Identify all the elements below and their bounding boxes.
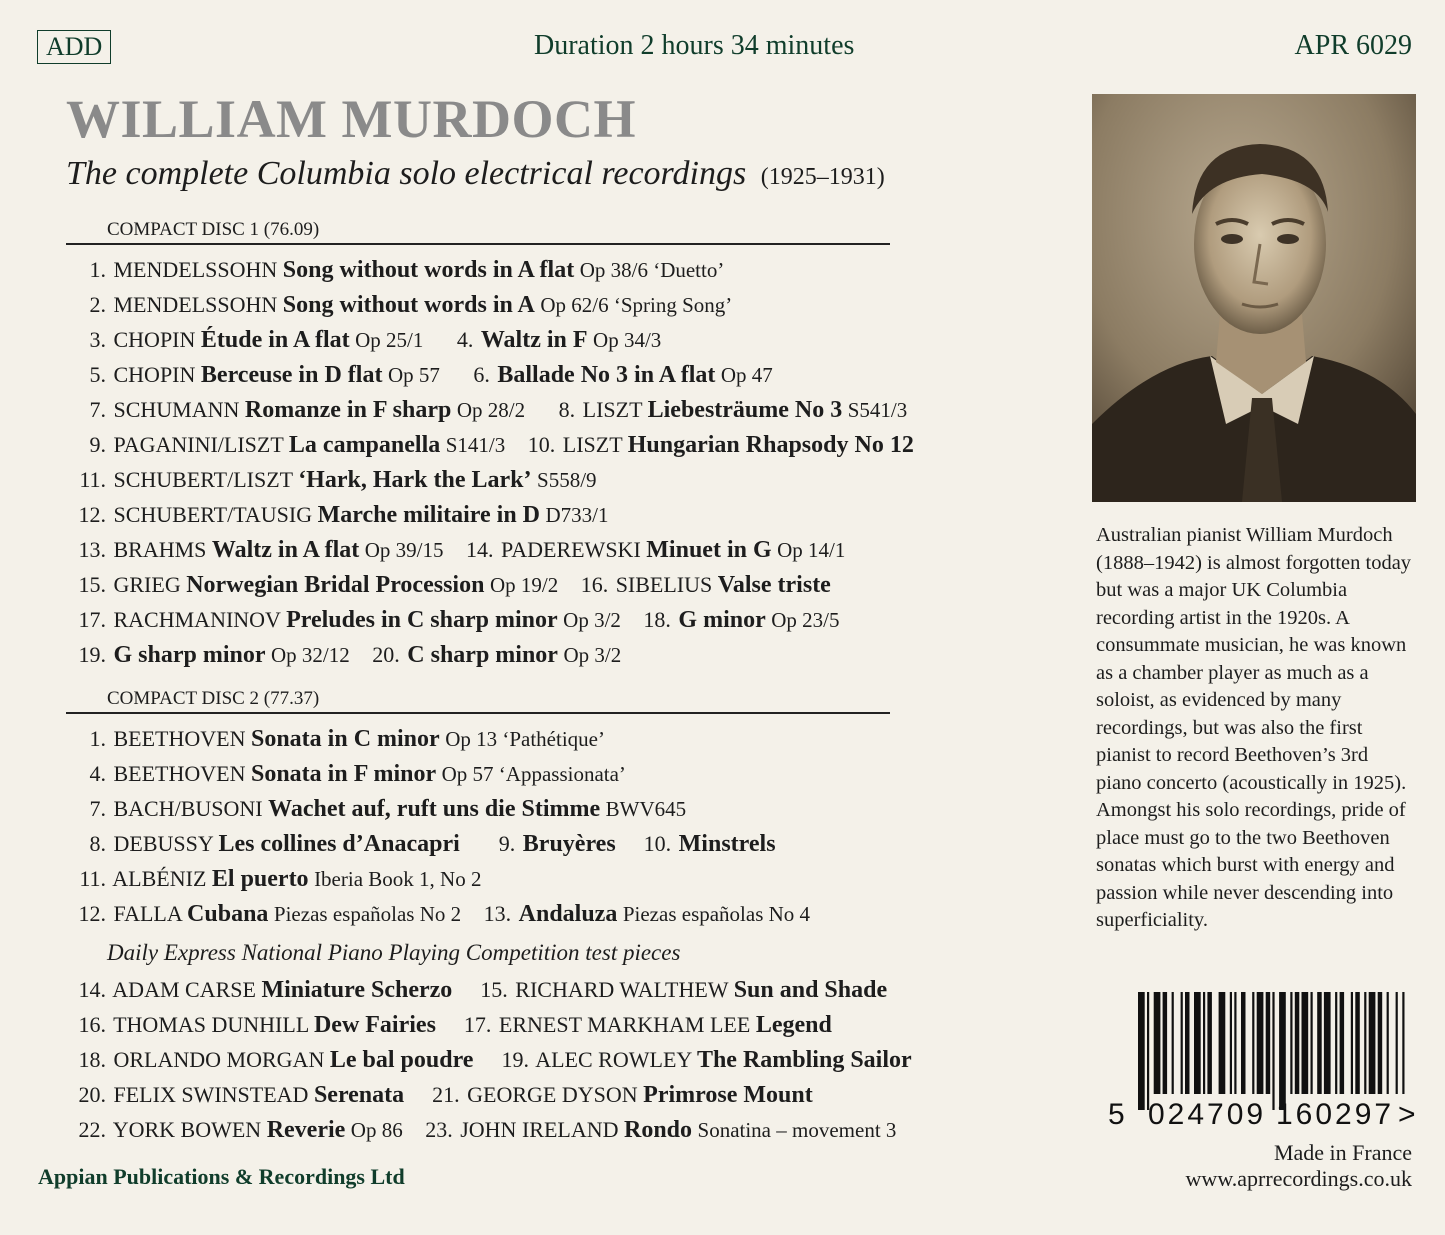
track-title: ‘Hark, Hark the Lark’ bbox=[298, 467, 532, 493]
track-composer: DEBUSSY bbox=[113, 831, 213, 856]
barcode-bar bbox=[1252, 992, 1254, 1094]
track-number: 21. bbox=[432, 1082, 460, 1107]
track-title: G minor bbox=[678, 607, 766, 633]
track-title: Hungarian Rhapsody No 12 bbox=[627, 432, 914, 458]
track-row bbox=[70, 637, 914, 672]
barcode-bar bbox=[1194, 992, 1201, 1094]
track-title: Ballade No 3 in A flat bbox=[497, 362, 716, 388]
track-composer: PADEREWSKI bbox=[501, 537, 641, 562]
track-number: 1. bbox=[89, 257, 106, 282]
track-number: 12. bbox=[78, 502, 106, 527]
track-detail: Piezas españolas No 4 bbox=[622, 902, 811, 926]
track-number: 20. bbox=[372, 642, 400, 667]
barcode-bar bbox=[1147, 992, 1149, 1110]
competition-tracklist bbox=[70, 972, 912, 1147]
track-row bbox=[70, 392, 914, 427]
track-row bbox=[70, 896, 810, 931]
track-number: 7. bbox=[89, 796, 106, 821]
track-composer: SIBELIUS bbox=[615, 572, 713, 597]
track-title: Romanze in F sharp bbox=[244, 397, 452, 423]
artist-name: WILLIAM MURDOCH bbox=[66, 89, 636, 149]
barcode-bar bbox=[1302, 992, 1309, 1094]
track-number: 1. bbox=[89, 726, 106, 751]
track-number: 18. bbox=[78, 1047, 106, 1072]
track-row bbox=[70, 567, 914, 602]
barcode-bar bbox=[1387, 992, 1389, 1094]
track-detail: Iberia Book 1, No 2 bbox=[314, 867, 482, 891]
disc1-tracklist bbox=[70, 252, 914, 672]
track-row bbox=[70, 972, 912, 1007]
website-link[interactable]: www.aprrecordings.co.uk bbox=[1185, 1166, 1412, 1191]
track-title: Les collines d’Anacapri bbox=[218, 831, 460, 857]
track-title: Rondo bbox=[623, 1117, 693, 1143]
barcode-bar bbox=[1324, 992, 1331, 1094]
track-number: 9. bbox=[89, 432, 106, 457]
track-title: Waltz in F bbox=[480, 327, 588, 353]
track-title: Reverie bbox=[266, 1117, 346, 1143]
track-number: 6. bbox=[473, 362, 490, 387]
barcode-bar bbox=[1290, 992, 1292, 1094]
track-row bbox=[70, 791, 810, 826]
artist-portrait bbox=[1092, 94, 1416, 502]
track-composer: BRAHMS bbox=[113, 537, 207, 562]
barcode-bar bbox=[1369, 992, 1376, 1094]
track-detail: Sonatina – movement 3 bbox=[697, 1118, 897, 1142]
track-composer: ERNEST MARKHAM LEE bbox=[498, 1012, 751, 1037]
track-title: Norwegian Bridal Procession bbox=[186, 572, 485, 598]
track-row bbox=[70, 287, 914, 322]
track-row bbox=[70, 602, 914, 637]
track-row bbox=[70, 497, 914, 532]
track-detail: Op 25/1 bbox=[355, 328, 424, 352]
track-detail: Op 13 ‘Pathétique’ bbox=[445, 727, 605, 751]
track-detail: Op 38/6 ‘Duetto’ bbox=[579, 258, 725, 282]
track-title: Sun and Shade bbox=[733, 977, 888, 1003]
track-row bbox=[70, 1007, 912, 1042]
bio-text: Australian pianist William Murdoch (1888–1942) is almost forgotten today but was a major UK Columbia recording artist in the 1920s. A consummate musician, he was known as a chamber player as much as a soloist, as evidenced by many recordings, but was also the first pianist to record Beethoven’s 3rd piano concerto (acoustically in 1925). Amongst his solo recordings, pride of place must go to the two Beethoven sonatas which burst with energy and passion while never descending into superficiality. bbox=[1096, 524, 1412, 931]
track-composer: LISZT bbox=[582, 397, 643, 422]
track-title: G sharp minor bbox=[113, 642, 266, 668]
track-row bbox=[70, 721, 810, 756]
barcode-bar bbox=[1241, 992, 1246, 1094]
track-composer: GRIEG bbox=[113, 572, 181, 597]
track-row bbox=[70, 826, 810, 861]
track-number: 19. bbox=[501, 1047, 529, 1072]
track-detail: D733/1 bbox=[545, 503, 609, 527]
track-detail: Op 62/6 ‘Spring Song’ bbox=[540, 293, 733, 317]
track-title: Dew Fairies bbox=[313, 1012, 436, 1038]
track-number: 4. bbox=[89, 761, 106, 786]
track-composer: FALLA bbox=[113, 901, 182, 926]
track-number: 19. bbox=[78, 642, 106, 667]
track-number: 13. bbox=[483, 901, 512, 926]
track-title: Song without words in A bbox=[282, 292, 535, 318]
barcode-bar bbox=[1378, 992, 1383, 1094]
track-number: 22. bbox=[78, 1117, 106, 1142]
track-detail: Op 86 bbox=[350, 1118, 403, 1142]
track-detail: S558/9 bbox=[537, 468, 597, 492]
barcode-bar bbox=[1311, 992, 1313, 1094]
made-in-label: Made in France bbox=[1273, 1140, 1412, 1165]
track-row bbox=[70, 532, 914, 567]
track-composer: BEETHOVEN bbox=[113, 726, 246, 751]
barcode-group2: 160297 bbox=[1276, 1098, 1395, 1131]
barcode-bar bbox=[1138, 992, 1145, 1110]
barcode-bar bbox=[1402, 992, 1404, 1094]
track-title: Bruyères bbox=[522, 831, 616, 857]
track-title: The Rambling Sailor bbox=[696, 1047, 912, 1073]
barcode-bar bbox=[1355, 992, 1360, 1094]
track-number: 14. bbox=[466, 537, 494, 562]
track-row bbox=[70, 462, 914, 497]
disc1-heading: COMPACT DISC 1 (76.09) bbox=[107, 219, 320, 240]
barcode-bar bbox=[1317, 992, 1322, 1094]
track-detail: S541/3 bbox=[847, 398, 908, 422]
disc2-heading: COMPACT DISC 2 (77.37) bbox=[107, 688, 320, 709]
track-number: 16. bbox=[78, 1012, 106, 1037]
track-detail: Op 19/2 bbox=[489, 573, 559, 597]
track-row bbox=[70, 1112, 912, 1147]
track-title: Primrose Mount bbox=[643, 1082, 813, 1108]
barcode-bar bbox=[1207, 992, 1212, 1094]
track-detail: Op 14/1 bbox=[777, 538, 846, 562]
track-number: 15. bbox=[480, 977, 508, 1002]
duration-label: Duration 2 hours 34 minutes bbox=[534, 30, 855, 61]
track-number: 23. bbox=[425, 1117, 453, 1142]
catalog-number: APR 6029 bbox=[1294, 30, 1412, 61]
track-composer: SCHUBERT/LISZT bbox=[113, 467, 293, 492]
add-badge: ADD bbox=[37, 30, 111, 64]
barcode-bar bbox=[1266, 992, 1271, 1094]
subtitle-text: The complete Columbia solo electrical recordings bbox=[66, 155, 747, 192]
track-detail: Op 32/12 bbox=[271, 643, 350, 667]
barcode-bar bbox=[1364, 992, 1366, 1094]
track-detail: Op 34/3 bbox=[593, 328, 662, 352]
barcode-bar bbox=[1234, 992, 1236, 1094]
track-title: Le bal poudre bbox=[329, 1047, 474, 1073]
track-composer: SCHUMANN bbox=[113, 397, 240, 422]
track-detail: Op 57 ‘Appassionata’ bbox=[441, 762, 626, 786]
track-row bbox=[70, 322, 914, 357]
track-number: 5. bbox=[89, 362, 106, 387]
track-composer: CHOPIN bbox=[113, 327, 196, 352]
barcode-bar bbox=[1219, 992, 1226, 1094]
track-title: Sonata in F minor bbox=[250, 761, 437, 787]
track-title: Waltz in A flat bbox=[211, 537, 360, 563]
track-title: Serenata bbox=[313, 1082, 405, 1108]
track-detail: Op 3/2 bbox=[563, 608, 621, 632]
barcode-bar bbox=[1154, 992, 1161, 1094]
track-row bbox=[70, 1042, 912, 1077]
barcode-bar bbox=[1340, 992, 1345, 1094]
subtitle-years: (1925–1931) bbox=[760, 164, 885, 190]
track-row bbox=[70, 252, 914, 287]
track-title: C sharp minor bbox=[407, 642, 558, 668]
track-composer: FELIX SWINSTEAD bbox=[113, 1082, 309, 1107]
track-number: 7. bbox=[89, 397, 106, 422]
publisher-name: Appian Publications & Recordings Ltd bbox=[38, 1164, 405, 1189]
track-detail: Piezas españolas No 2 bbox=[273, 902, 462, 926]
track-row bbox=[70, 427, 914, 462]
barcode-bar bbox=[1203, 992, 1205, 1094]
track-number: 13. bbox=[78, 537, 106, 562]
track-number: 4. bbox=[456, 327, 474, 352]
track-title: Song without words in A flat bbox=[282, 257, 575, 283]
track-detail: Op 47 bbox=[720, 363, 773, 387]
barcode-image bbox=[1108, 992, 1418, 1132]
barcode-bar bbox=[1396, 992, 1398, 1094]
barcode-group1: 024709 bbox=[1148, 1098, 1267, 1131]
track-row bbox=[70, 357, 914, 392]
track-composer: RACHMANINOV bbox=[113, 607, 281, 632]
track-detail: Op 57 bbox=[387, 363, 440, 387]
barcode-bar bbox=[1185, 992, 1190, 1094]
barcode-bar bbox=[1257, 992, 1264, 1094]
portrait-image bbox=[1092, 94, 1416, 502]
track-number: 11. bbox=[79, 866, 106, 891]
track-composer: ALEC ROWLEY bbox=[535, 1047, 692, 1072]
track-composer: ADAM CARSE bbox=[112, 977, 256, 1002]
track-number: 17. bbox=[463, 1012, 492, 1037]
disc1-rule bbox=[66, 243, 890, 245]
barcode-bar bbox=[1172, 992, 1174, 1094]
track-title: Sonata in C minor bbox=[250, 726, 440, 752]
track-title: Berceuse in D flat bbox=[200, 362, 383, 388]
track-number: 18. bbox=[643, 607, 671, 632]
track-composer: ORLANDO MORGAN bbox=[113, 1047, 325, 1072]
track-title: El puerto bbox=[211, 866, 309, 892]
track-row bbox=[70, 1077, 912, 1112]
track-detail: Op 23/5 bbox=[771, 608, 840, 632]
barcode-bar bbox=[1295, 992, 1300, 1094]
track-number: 12. bbox=[78, 901, 106, 926]
artist-biography bbox=[1096, 522, 1416, 935]
track-number: 9. bbox=[498, 831, 516, 856]
barcode-lead-digit: 5 bbox=[1108, 1098, 1125, 1131]
album-subtitle bbox=[66, 155, 885, 193]
track-composer: MENDELSSOHN bbox=[113, 257, 278, 282]
track-detail: S141/3 bbox=[445, 433, 506, 457]
track-title: Wachet auf, ruft uns die Stimme bbox=[268, 796, 601, 822]
track-composer: MENDELSSOHN bbox=[113, 292, 278, 317]
track-number: 10. bbox=[527, 432, 556, 457]
track-composer: THOMAS DUNHILL bbox=[113, 1012, 309, 1037]
track-number: 10. bbox=[643, 831, 672, 856]
barcode-tail: > bbox=[1398, 1098, 1416, 1131]
track-title: Cubana bbox=[187, 901, 269, 927]
track-number: 11. bbox=[79, 467, 106, 492]
barcode bbox=[1108, 992, 1418, 1137]
competition-heading: Daily Express National Piano Playing Competition test pieces bbox=[107, 940, 681, 965]
barcode-bar bbox=[1181, 992, 1183, 1094]
track-title: Minuet in G bbox=[646, 537, 772, 563]
track-title: Valse triste bbox=[717, 572, 831, 598]
track-composer: BACH/BUSONI bbox=[113, 796, 263, 821]
barcode-bar bbox=[1163, 992, 1168, 1094]
footer-info bbox=[1186, 1140, 1412, 1192]
barcode-bar bbox=[1335, 992, 1337, 1094]
track-row bbox=[70, 756, 810, 791]
track-composer: YORK BOWEN bbox=[112, 1117, 262, 1142]
track-title: Preludes in C sharp minor bbox=[286, 607, 558, 633]
track-composer: SCHUBERT/TAUSIG bbox=[113, 502, 313, 527]
track-composer: RICHARD WALTHEW bbox=[515, 977, 729, 1002]
track-row bbox=[70, 861, 810, 896]
track-title: Minstrels bbox=[678, 831, 776, 857]
disc2-rule bbox=[66, 712, 890, 714]
track-number: 8. bbox=[558, 397, 576, 422]
barcode-bar bbox=[1272, 992, 1274, 1110]
track-title: Legend bbox=[755, 1012, 832, 1038]
track-title: Liebesträume No 3 bbox=[647, 397, 843, 423]
track-composer: ALBÉNIZ bbox=[112, 866, 207, 891]
track-title: Andaluza bbox=[518, 901, 618, 927]
track-number: 14. bbox=[78, 977, 106, 1002]
track-number: 8. bbox=[89, 831, 106, 856]
track-title: Miniature Scherzo bbox=[261, 977, 453, 1003]
barcode-bar bbox=[1279, 992, 1286, 1110]
track-composer: PAGANINI/LISZT bbox=[113, 432, 284, 457]
track-number: 20. bbox=[78, 1082, 106, 1107]
track-number: 15. bbox=[78, 572, 106, 597]
disc2-tracklist bbox=[70, 721, 810, 931]
track-title: La campanella bbox=[288, 432, 441, 458]
track-detail: Op 3/2 bbox=[563, 643, 622, 667]
track-composer: GEORGE DYSON bbox=[467, 1082, 638, 1107]
track-composer: JOHN IRELAND bbox=[460, 1117, 619, 1142]
track-detail: BWV645 bbox=[605, 797, 687, 821]
track-number: 16. bbox=[580, 572, 609, 597]
track-title: Marche militaire in D bbox=[317, 502, 541, 528]
track-number: 3. bbox=[89, 327, 106, 352]
track-detail: Op 28/2 bbox=[456, 398, 526, 422]
track-number: 2. bbox=[89, 292, 106, 317]
track-detail: Op 39/15 bbox=[364, 538, 444, 562]
track-composer: BEETHOVEN bbox=[113, 761, 246, 786]
track-composer: CHOPIN bbox=[113, 362, 196, 387]
barcode-bar bbox=[1351, 992, 1353, 1094]
track-number: 17. bbox=[78, 607, 106, 632]
track-title: Étude in A flat bbox=[200, 327, 350, 353]
track-composer: LISZT bbox=[562, 432, 623, 457]
barcode-bar bbox=[1230, 992, 1232, 1094]
